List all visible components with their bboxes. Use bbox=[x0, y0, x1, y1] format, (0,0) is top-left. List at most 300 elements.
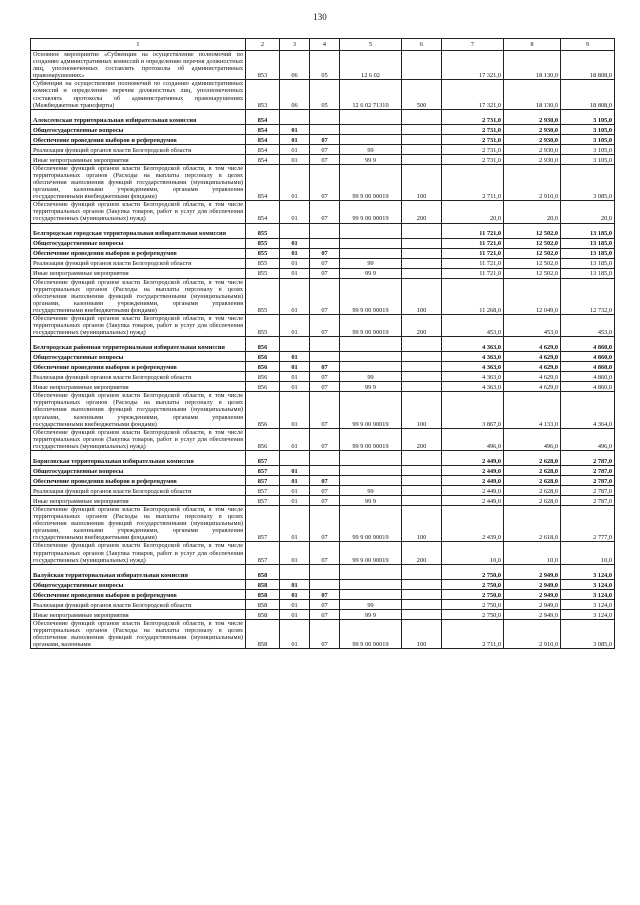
ministry-code-cell: 854 bbox=[246, 124, 280, 134]
section-code-cell: 01 bbox=[280, 258, 310, 268]
row-name-cell: Обеспечение функций органов власти Белгородской области, в том числе территориальных органов (Расходы на выплаты персоналу в целях обеспечения выполнения функций государственными (муниципальными) органами, казенными учреждениями, органами управления государственными внебюджетными фондами) bbox=[31, 278, 246, 314]
amount-year3-cell: 4 860,0 bbox=[561, 352, 615, 362]
table-row bbox=[31, 451, 615, 466]
table-row bbox=[31, 476, 615, 486]
amount-year3-cell: 2 777,0 bbox=[561, 506, 615, 542]
table-header-row bbox=[31, 39, 615, 51]
amount-year2-cell: 4 629,0 bbox=[504, 362, 561, 372]
row-name-cell: Обеспечение проведения выборов и референдумов bbox=[31, 134, 246, 144]
section-code-cell: 01 bbox=[280, 144, 310, 154]
amount-year3-cell: 3 105,0 bbox=[561, 124, 615, 134]
ministry-code-cell: 857 bbox=[246, 466, 280, 476]
subsection-code-cell: 07 bbox=[310, 496, 340, 506]
table-row bbox=[31, 362, 615, 372]
amount-year1-cell: 2 731,0 bbox=[442, 154, 504, 164]
ministry-code-cell: 854 bbox=[246, 144, 280, 154]
amount-year2-cell: 4 629,0 bbox=[504, 352, 561, 362]
subsection-code-cell: 05 bbox=[310, 51, 340, 80]
amount-year2-cell: 2 930,0 bbox=[504, 124, 561, 134]
amount-year3-cell: 18 808,0 bbox=[561, 80, 615, 109]
ministry-code-cell: 854 bbox=[246, 109, 280, 124]
expense-type-cell: 200 bbox=[402, 542, 442, 564]
table-row bbox=[31, 392, 615, 428]
table-row bbox=[31, 337, 615, 352]
target-article-cell: 99 9 bbox=[340, 154, 402, 164]
subsection-code-cell: 07 bbox=[310, 609, 340, 619]
amount-year3-cell: 496,0 bbox=[561, 428, 615, 450]
table-row bbox=[31, 134, 615, 144]
expense-type-cell: 200 bbox=[402, 201, 442, 223]
table-row bbox=[31, 223, 615, 238]
subsection-code-cell: 07 bbox=[310, 278, 340, 314]
ministry-code-cell: 855 bbox=[246, 248, 280, 258]
amount-year3-cell: 3 085,0 bbox=[561, 619, 615, 648]
amount-year1-cell: 11 721,0 bbox=[442, 248, 504, 258]
amount-year3-cell: 4 860,0 bbox=[561, 337, 615, 352]
row-name-cell: Реализация функций органов власти Белгородской области bbox=[31, 486, 246, 496]
subsection-code-cell: 07 bbox=[310, 599, 340, 609]
expense-type-cell: 500 bbox=[402, 80, 442, 109]
target-article-cell bbox=[340, 362, 402, 372]
subsection-code-cell bbox=[310, 223, 340, 238]
amount-year1-cell: 2 449,0 bbox=[442, 486, 504, 496]
expense-type-cell bbox=[402, 134, 442, 144]
amount-year1-cell: 2 449,0 bbox=[442, 476, 504, 486]
row-name-cell: Субвенции на осуществление полномочий по созданию административных комиссий и определению перечня должностных лиц, уполномоченных составлять протоколы об административных правонарушениях (Межбюджетные трансферты) bbox=[31, 80, 246, 109]
table-row bbox=[31, 609, 615, 619]
target-article-cell bbox=[340, 337, 402, 352]
amount-year3-cell: 2 787,0 bbox=[561, 466, 615, 476]
section-code-cell: 01 bbox=[280, 268, 310, 278]
header-cell: 4 bbox=[310, 39, 340, 51]
amount-year2-cell: 2 949,0 bbox=[504, 564, 561, 579]
subsection-code-cell: 05 bbox=[310, 80, 340, 109]
amount-year2-cell: 2 628,0 bbox=[504, 466, 561, 476]
header-cell: 1 bbox=[31, 39, 246, 51]
ministry-code-cell: 853 bbox=[246, 51, 280, 80]
section-code-cell: 06 bbox=[280, 80, 310, 109]
amount-year1-cell: 2 711,0 bbox=[442, 164, 504, 200]
row-name-cell: Обеспечение проведения выборов и референдумов bbox=[31, 476, 246, 486]
amount-year1-cell: 11 268,0 bbox=[442, 278, 504, 314]
amount-year3-cell: 2 787,0 bbox=[561, 496, 615, 506]
amount-year3-cell: 3 124,0 bbox=[561, 579, 615, 589]
target-article-cell: 99 9 bbox=[340, 496, 402, 506]
amount-year3-cell: 3 105,0 bbox=[561, 144, 615, 154]
expense-type-cell: 200 bbox=[402, 314, 442, 336]
ministry-code-cell: 858 bbox=[246, 589, 280, 599]
row-name-cell: Иные непрограммные мероприятия bbox=[31, 609, 246, 619]
target-article-cell: 99 9 00 90019 bbox=[340, 428, 402, 450]
section-code-cell bbox=[280, 223, 310, 238]
subsection-code-cell: 07 bbox=[310, 258, 340, 268]
ministry-code-cell: 858 bbox=[246, 609, 280, 619]
amount-year2-cell: 20,0 bbox=[504, 201, 561, 223]
row-name-cell: Обеспечение функций органов власти Белгородской области, в том числе территориальных органов (Расходы на выплаты персоналу в целях обеспечения выполнения функций государственными (муниципальными) органами, казенными учреждениями, органами управления государственными внебюджетными фондами) bbox=[31, 164, 246, 200]
row-name-cell: Белгородская городская территориальная избирательная комиссия bbox=[31, 223, 246, 238]
target-article-cell: 99 bbox=[340, 144, 402, 154]
amount-year2-cell: 2 930,0 bbox=[504, 154, 561, 164]
ministry-code-cell: 854 bbox=[246, 154, 280, 164]
table-row bbox=[31, 51, 615, 80]
expense-type-cell bbox=[402, 238, 442, 248]
amount-year1-cell: 17 321,0 bbox=[442, 51, 504, 80]
target-article-cell: 99 9 00 90019 bbox=[340, 506, 402, 542]
table-row bbox=[31, 80, 615, 109]
ministry-code-cell: 857 bbox=[246, 506, 280, 542]
amount-year3-cell: 4 364,0 bbox=[561, 392, 615, 428]
target-article-cell bbox=[340, 589, 402, 599]
expense-type-cell bbox=[402, 248, 442, 258]
header-cell: 2 bbox=[246, 39, 280, 51]
row-name-cell: Обеспечение функций органов власти Белгородской области, в том числе территориальных органов (Закупка товаров, работ и услуг для обеспечения государственных (муниципальных) нужд) bbox=[31, 314, 246, 336]
amount-year3-cell: 453,0 bbox=[561, 314, 615, 336]
section-code-cell bbox=[280, 564, 310, 579]
table-row bbox=[31, 109, 615, 124]
section-code-cell: 01 bbox=[280, 609, 310, 619]
target-article-cell: 99 bbox=[340, 372, 402, 382]
amount-year1-cell: 4 363,0 bbox=[442, 352, 504, 362]
budget-table bbox=[30, 38, 615, 649]
subsection-code-cell: 07 bbox=[310, 154, 340, 164]
target-article-cell: 99 bbox=[340, 486, 402, 496]
amount-year3-cell: 3 105,0 bbox=[561, 109, 615, 124]
table-row bbox=[31, 164, 615, 200]
amount-year1-cell: 2 750,0 bbox=[442, 599, 504, 609]
ministry-code-cell: 854 bbox=[246, 201, 280, 223]
header-cell: 8 bbox=[504, 39, 561, 51]
row-name-cell: Иные непрограммные мероприятия bbox=[31, 496, 246, 506]
section-code-cell: 01 bbox=[280, 476, 310, 486]
ministry-code-cell: 857 bbox=[246, 496, 280, 506]
subsection-code-cell bbox=[310, 238, 340, 248]
amount-year2-cell: 12 502,0 bbox=[504, 268, 561, 278]
amount-year1-cell: 2 731,0 bbox=[442, 109, 504, 124]
amount-year2-cell: 453,0 bbox=[504, 314, 561, 336]
ministry-code-cell: 856 bbox=[246, 352, 280, 362]
amount-year3-cell: 2 787,0 bbox=[561, 476, 615, 486]
amount-year3-cell: 2 787,0 bbox=[561, 486, 615, 496]
table-row bbox=[31, 352, 615, 362]
row-name-cell: Реализация функций органов власти Белгородской области bbox=[31, 258, 246, 268]
amount-year2-cell: 2 910,0 bbox=[504, 619, 561, 648]
target-article-cell bbox=[340, 134, 402, 144]
amount-year3-cell: 3 105,0 bbox=[561, 154, 615, 164]
ministry-code-cell: 855 bbox=[246, 238, 280, 248]
amount-year1-cell: 2 750,0 bbox=[442, 564, 504, 579]
amount-year3-cell: 13 185,0 bbox=[561, 238, 615, 248]
subsection-code-cell: 07 bbox=[310, 134, 340, 144]
amount-year3-cell: 3 124,0 bbox=[561, 599, 615, 609]
row-name-cell: Обеспечение проведения выборов и референдумов bbox=[31, 589, 246, 599]
expense-type-cell bbox=[402, 496, 442, 506]
amount-year1-cell: 20,0 bbox=[442, 201, 504, 223]
ministry-code-cell: 856 bbox=[246, 392, 280, 428]
section-code-cell: 01 bbox=[280, 164, 310, 200]
amount-year3-cell: 13 185,0 bbox=[561, 258, 615, 268]
table-row bbox=[31, 589, 615, 599]
target-article-cell: 12 6 02 71310 bbox=[340, 80, 402, 109]
expense-type-cell bbox=[402, 466, 442, 476]
amount-year1-cell: 3 867,0 bbox=[442, 392, 504, 428]
row-name-cell: Обеспечение функций органов власти Белгородской области, в том числе территориальных органов (Расходы на выплаты персоналу в целях обеспечения выполнения функций государственными (муниципальными) органами, казенными bbox=[31, 619, 246, 648]
ministry-code-cell: 853 bbox=[246, 80, 280, 109]
table-row bbox=[31, 428, 615, 450]
row-name-cell: Общегосударственные вопросы bbox=[31, 124, 246, 134]
table-row bbox=[31, 496, 615, 506]
amount-year3-cell: 3 085,0 bbox=[561, 164, 615, 200]
row-name-cell: Обеспечение проведения выборов и референдумов bbox=[31, 362, 246, 372]
ministry-code-cell: 855 bbox=[246, 258, 280, 268]
row-name-cell: Борисовская территориальная избирательная комиссия bbox=[31, 451, 246, 466]
subsection-code-cell: 07 bbox=[310, 144, 340, 154]
expense-type-cell: 100 bbox=[402, 392, 442, 428]
table-row bbox=[31, 579, 615, 589]
expense-type-cell bbox=[402, 154, 442, 164]
target-article-cell: 99 9 00 90019 bbox=[340, 542, 402, 564]
table-row bbox=[31, 542, 615, 564]
amount-year1-cell: 11 721,0 bbox=[442, 268, 504, 278]
amount-year2-cell: 18 130,0 bbox=[504, 80, 561, 109]
section-code-cell: 01 bbox=[280, 372, 310, 382]
ministry-code-cell: 854 bbox=[246, 134, 280, 144]
target-article-cell bbox=[340, 476, 402, 486]
amount-year1-cell: 2 731,0 bbox=[442, 134, 504, 144]
expense-type-cell: 200 bbox=[402, 428, 442, 450]
amount-year2-cell: 496,0 bbox=[504, 428, 561, 450]
amount-year2-cell: 12 502,0 bbox=[504, 223, 561, 238]
subsection-code-cell bbox=[310, 564, 340, 579]
expense-type-cell bbox=[402, 609, 442, 619]
row-name-cell: Валуйская территориальная избирательная комиссия bbox=[31, 564, 246, 579]
amount-year2-cell: 12 502,0 bbox=[504, 248, 561, 258]
subsection-code-cell: 07 bbox=[310, 362, 340, 372]
subsection-code-cell bbox=[310, 352, 340, 362]
amount-year3-cell: 4 860,0 bbox=[561, 372, 615, 382]
table-row bbox=[31, 258, 615, 268]
row-name-cell: Общегосударственные вопросы bbox=[31, 238, 246, 248]
ministry-code-cell: 856 bbox=[246, 428, 280, 450]
header-cell: 6 bbox=[402, 39, 442, 51]
subsection-code-cell: 07 bbox=[310, 268, 340, 278]
ministry-code-cell: 858 bbox=[246, 564, 280, 579]
amount-year2-cell: 4 629,0 bbox=[504, 337, 561, 352]
target-article-cell bbox=[340, 238, 402, 248]
section-code-cell: 01 bbox=[280, 506, 310, 542]
subsection-code-cell bbox=[310, 337, 340, 352]
row-name-cell: Обеспечение функций органов власти Белгородской области, в том числе территориальных органов (Закупка товаров, работ и услуг для обеспечения государственных (муниципальных) нужд) bbox=[31, 428, 246, 450]
section-code-cell: 01 bbox=[280, 248, 310, 258]
target-article-cell: 99 9 bbox=[340, 609, 402, 619]
target-article-cell bbox=[340, 109, 402, 124]
amount-year1-cell: 10,0 bbox=[442, 542, 504, 564]
subsection-code-cell: 07 bbox=[310, 392, 340, 428]
row-name-cell: Общегосударственные вопросы bbox=[31, 352, 246, 362]
row-name-cell: Обеспечение проведения выборов и референдумов bbox=[31, 248, 246, 258]
amount-year3-cell: 4 860,0 bbox=[561, 362, 615, 372]
table-row bbox=[31, 314, 615, 336]
expense-type-cell bbox=[402, 486, 442, 496]
section-code-cell: 01 bbox=[280, 314, 310, 336]
subsection-code-cell: 07 bbox=[310, 506, 340, 542]
amount-year1-cell: 2 731,0 bbox=[442, 124, 504, 134]
amount-year3-cell: 4 860,0 bbox=[561, 382, 615, 392]
subsection-code-cell: 07 bbox=[310, 589, 340, 599]
table-row bbox=[31, 201, 615, 223]
table-row bbox=[31, 144, 615, 154]
ministry-code-cell: 858 bbox=[246, 619, 280, 648]
target-article-cell: 99 9 00 90019 bbox=[340, 619, 402, 648]
amount-year1-cell: 4 363,0 bbox=[442, 362, 504, 372]
amount-year1-cell: 2 750,0 bbox=[442, 609, 504, 619]
section-code-cell: 01 bbox=[280, 428, 310, 450]
amount-year3-cell: 18 808,0 bbox=[561, 51, 615, 80]
expense-type-cell bbox=[402, 109, 442, 124]
amount-year2-cell: 2 628,0 bbox=[504, 451, 561, 466]
amount-year2-cell: 2 930,0 bbox=[504, 144, 561, 154]
amount-year2-cell: 4 133,0 bbox=[504, 392, 561, 428]
amount-year2-cell: 2 930,0 bbox=[504, 109, 561, 124]
table-row bbox=[31, 619, 615, 648]
amount-year1-cell: 11 721,0 bbox=[442, 238, 504, 248]
amount-year2-cell: 18 130,0 bbox=[504, 51, 561, 80]
section-code-cell: 01 bbox=[280, 352, 310, 362]
target-article-cell: 12 6 02 bbox=[340, 51, 402, 80]
amount-year2-cell: 2 949,0 bbox=[504, 589, 561, 599]
subsection-code-cell bbox=[310, 451, 340, 466]
amount-year3-cell: 3 105,0 bbox=[561, 134, 615, 144]
section-code-cell: 01 bbox=[280, 278, 310, 314]
amount-year1-cell: 2 731,0 bbox=[442, 144, 504, 154]
table-row bbox=[31, 154, 615, 164]
amount-year2-cell: 12 502,0 bbox=[504, 238, 561, 248]
row-name-cell: Обеспечение функций органов власти Белгородской области, в том числе территориальных органов (Закупка товаров, работ и услуг для обеспечения государственных (муниципальных) нужд) bbox=[31, 542, 246, 564]
header-cell: 3 bbox=[280, 39, 310, 51]
table-row bbox=[31, 248, 615, 258]
amount-year1-cell: 496,0 bbox=[442, 428, 504, 450]
amount-year3-cell: 13 185,0 bbox=[561, 268, 615, 278]
amount-year3-cell: 3 124,0 bbox=[561, 564, 615, 579]
amount-year1-cell: 17 321,0 bbox=[442, 80, 504, 109]
amount-year1-cell: 11 721,0 bbox=[442, 223, 504, 238]
amount-year1-cell: 2 449,0 bbox=[442, 466, 504, 476]
expense-type-cell bbox=[402, 451, 442, 466]
section-code-cell: 01 bbox=[280, 201, 310, 223]
ministry-code-cell: 857 bbox=[246, 476, 280, 486]
section-code-cell: 01 bbox=[280, 124, 310, 134]
expense-type-cell bbox=[402, 476, 442, 486]
amount-year1-cell: 2 449,0 bbox=[442, 496, 504, 506]
amount-year1-cell: 4 363,0 bbox=[442, 337, 504, 352]
amount-year2-cell: 12 502,0 bbox=[504, 258, 561, 268]
amount-year2-cell: 10,0 bbox=[504, 542, 561, 564]
amount-year1-cell: 2 750,0 bbox=[442, 589, 504, 599]
amount-year2-cell: 2 628,0 bbox=[504, 496, 561, 506]
amount-year2-cell: 2 628,0 bbox=[504, 486, 561, 496]
ministry-code-cell: 855 bbox=[246, 268, 280, 278]
expense-type-cell bbox=[402, 258, 442, 268]
amount-year3-cell: 2 787,0 bbox=[561, 451, 615, 466]
section-code-cell: 01 bbox=[280, 486, 310, 496]
subsection-code-cell: 07 bbox=[310, 314, 340, 336]
amount-year3-cell: 20,0 bbox=[561, 201, 615, 223]
amount-year2-cell: 2 949,0 bbox=[504, 579, 561, 589]
ministry-code-cell: 855 bbox=[246, 278, 280, 314]
table-row bbox=[31, 466, 615, 476]
amount-year3-cell: 10,0 bbox=[561, 542, 615, 564]
target-article-cell bbox=[340, 466, 402, 476]
expense-type-cell bbox=[402, 51, 442, 80]
table-row bbox=[31, 599, 615, 609]
expense-type-cell bbox=[402, 372, 442, 382]
row-name-cell: Обеспечение функций органов власти Белгородской области, в том числе территориальных органов (Расходы на выплаты персоналу в целях обеспечения выполнения функций государственными (муниципальными) органами, казенными учреждениями, органами управления государственными внебюджетными фондами) bbox=[31, 392, 246, 428]
expense-type-cell: 100 bbox=[402, 506, 442, 542]
ministry-code-cell: 858 bbox=[246, 599, 280, 609]
expense-type-cell: 100 bbox=[402, 278, 442, 314]
table-row bbox=[31, 506, 615, 542]
ministry-code-cell: 858 bbox=[246, 579, 280, 589]
target-article-cell bbox=[340, 248, 402, 258]
table-row bbox=[31, 124, 615, 134]
amount-year1-cell: 2 750,0 bbox=[442, 579, 504, 589]
page-number: 130 bbox=[313, 12, 327, 22]
amount-year2-cell: 4 629,0 bbox=[504, 382, 561, 392]
section-code-cell: 01 bbox=[280, 579, 310, 589]
section-code-cell: 01 bbox=[280, 589, 310, 599]
amount-year2-cell: 2 930,0 bbox=[504, 134, 561, 144]
amount-year3-cell: 3 124,0 bbox=[561, 589, 615, 599]
subsection-code-cell: 07 bbox=[310, 372, 340, 382]
amount-year1-cell: 2 711,0 bbox=[442, 619, 504, 648]
section-code-cell: 01 bbox=[280, 134, 310, 144]
subsection-code-cell: 07 bbox=[310, 428, 340, 450]
row-name-cell: Реализация функций органов власти Белгородской области bbox=[31, 144, 246, 154]
row-name-cell: Иные непрограммные мероприятия bbox=[31, 382, 246, 392]
amount-year3-cell: 3 124,0 bbox=[561, 609, 615, 619]
table-row bbox=[31, 486, 615, 496]
section-code-cell bbox=[280, 109, 310, 124]
target-article-cell: 99 9 bbox=[340, 382, 402, 392]
table-row bbox=[31, 372, 615, 382]
row-name-cell: Реализация функций органов власти Белгородской области bbox=[31, 372, 246, 382]
section-code-cell: 01 bbox=[280, 466, 310, 476]
row-name-cell: Основное мероприятие «Субвенции на осуществление полномочий по созданию административных комиссий и определению перечня должностных лиц, уполномоченных составлять протоколы об административных правонарушениях» bbox=[31, 51, 246, 80]
section-code-cell bbox=[280, 337, 310, 352]
amount-year2-cell: 2 949,0 bbox=[504, 599, 561, 609]
target-article-cell: 99 9 00 90019 bbox=[340, 314, 402, 336]
amount-year1-cell: 2 449,0 bbox=[442, 451, 504, 466]
subsection-code-cell: 07 bbox=[310, 542, 340, 564]
amount-year2-cell: 2 628,0 bbox=[504, 476, 561, 486]
table-row bbox=[31, 268, 615, 278]
amount-year2-cell: 2 949,0 bbox=[504, 609, 561, 619]
section-code-cell: 01 bbox=[280, 542, 310, 564]
ministry-code-cell: 854 bbox=[246, 164, 280, 200]
row-name-cell: Алексеевская территориальная избирательная комиссия bbox=[31, 109, 246, 124]
expense-type-cell: 100 bbox=[402, 619, 442, 648]
amount-year1-cell: 4 363,0 bbox=[442, 372, 504, 382]
section-code-cell: 01 bbox=[280, 496, 310, 506]
subsection-code-cell bbox=[310, 466, 340, 476]
header-cell: 9 bbox=[561, 39, 615, 51]
row-name-cell: Общегосударственные вопросы bbox=[31, 466, 246, 476]
target-article-cell: 99 bbox=[340, 258, 402, 268]
table-row bbox=[31, 564, 615, 579]
target-article-cell: 99 9 00 90019 bbox=[340, 392, 402, 428]
subsection-code-cell: 07 bbox=[310, 619, 340, 648]
subsection-code-cell: 07 bbox=[310, 201, 340, 223]
table-row bbox=[31, 238, 615, 248]
